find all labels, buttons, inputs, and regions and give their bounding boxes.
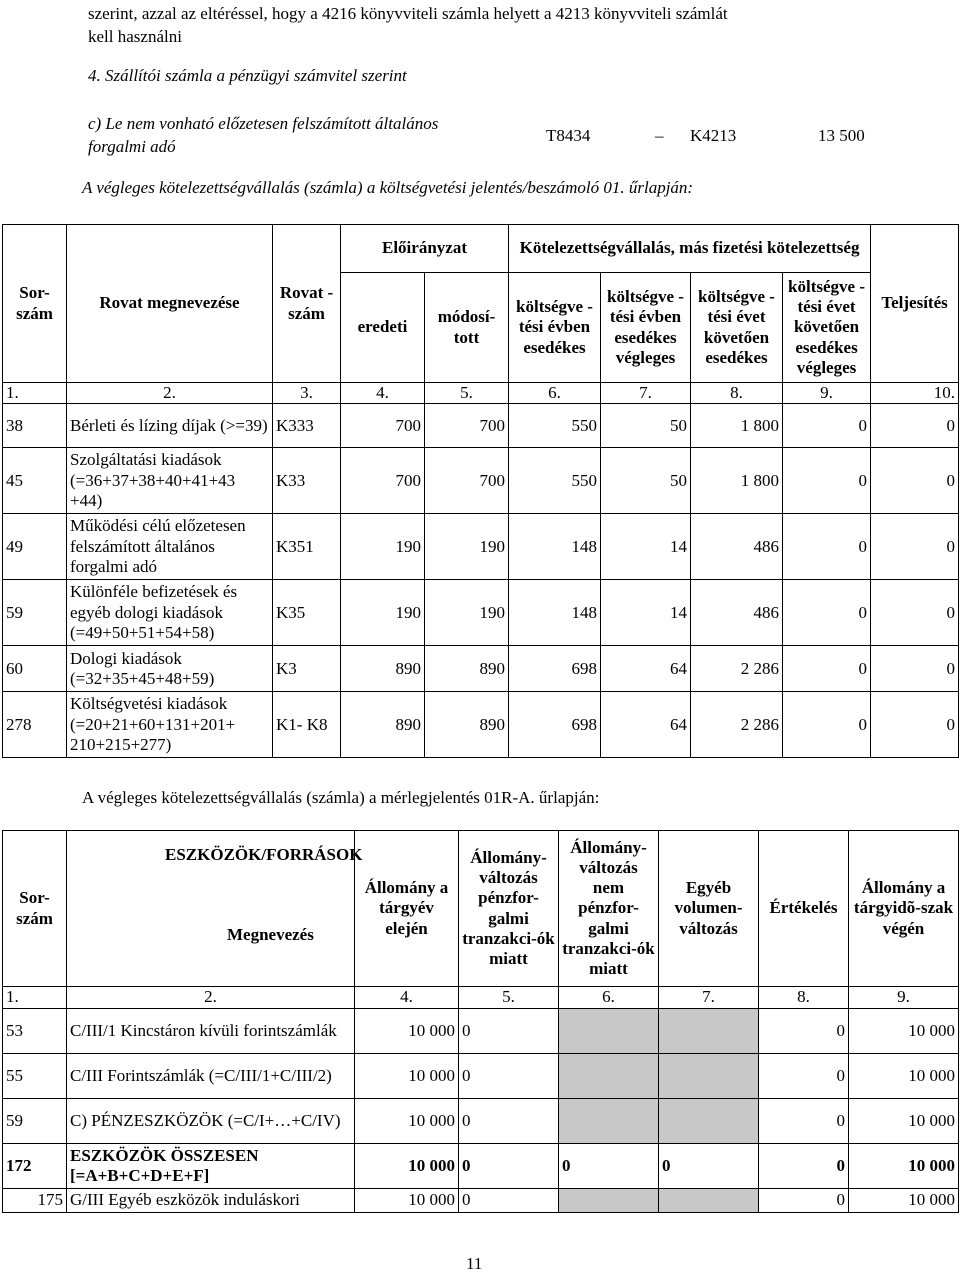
value-cell: 0: [871, 404, 959, 448]
row-name: Bérleti és lízing díjak (>=39): [67, 404, 273, 448]
value-cell: 890: [341, 692, 425, 758]
greyed-cell: [559, 1009, 659, 1054]
table-row: [3, 1189, 959, 1213]
row-name: Működési célú előzetesen felszámított általános forgalmi adó: [67, 514, 273, 580]
value-cell: 1 800: [691, 448, 783, 514]
row-rovat: K33: [273, 448, 341, 514]
colnum: 5.: [425, 383, 509, 404]
greyed-cell: [559, 1054, 659, 1099]
table-row: [3, 1054, 959, 1099]
colnum: 6.: [509, 383, 601, 404]
value-cell: 0: [459, 1054, 559, 1099]
header-k4: költségve -tési évet követően esedékes végleges: [783, 273, 871, 383]
greyed-cell: [659, 1009, 759, 1054]
row-number: 38: [3, 404, 67, 448]
value-cell: 190: [341, 514, 425, 580]
colnum: 2.: [67, 383, 273, 404]
header-k2: költségve -tési évben esedékes végleges: [601, 273, 691, 383]
intro-line-2: kell használni: [88, 27, 182, 46]
value-cell: 0: [871, 646, 959, 692]
row-number: 60: [3, 646, 67, 692]
value-cell: 0: [783, 580, 871, 646]
value-cell: 0: [659, 1144, 759, 1189]
value-cell: 14: [601, 514, 691, 580]
header-volumen: Egyéb volumen-változás: [659, 831, 759, 987]
colnum: 4.: [341, 383, 425, 404]
colnum: 9.: [849, 987, 959, 1009]
colnum: 1.: [3, 987, 67, 1009]
header-eszkozok-megnevezes: [67, 831, 363, 987]
header-modositott: módosí-tott: [425, 273, 509, 383]
value-cell: 148: [509, 580, 601, 646]
item-4-heading: 4. Szállítói számla a pénzügyi számvitel szerint: [88, 66, 407, 85]
value-cell: 0: [783, 692, 871, 758]
row-number: 53: [3, 1009, 67, 1054]
greyed-cell: [559, 1189, 659, 1213]
value-cell: 0: [459, 1099, 559, 1144]
column-number-row: [3, 383, 959, 404]
value-cell: 0: [871, 580, 959, 646]
value-cell: 10 000: [849, 1099, 959, 1144]
value-cell: 0: [783, 646, 871, 692]
form-r-caption: A végleges kötelezettségvállalás (számla) a mérlegjelentés 01R-A. űrlapján:: [82, 788, 600, 807]
colnum: 5.: [459, 987, 559, 1009]
header-allomany-vegen: Állomány a tárgyidõ-szak végén: [849, 831, 959, 987]
row-number: 59: [3, 1099, 67, 1144]
header-eloiranyzat: Előirányzat: [341, 225, 509, 273]
colnum: 9.: [783, 383, 871, 404]
header-eszkozok: ESZKÖZÖK/FORRÁSOK: [165, 845, 363, 864]
value-cell: 64: [601, 646, 691, 692]
value-cell: 14: [601, 580, 691, 646]
colnum: 8.: [691, 383, 783, 404]
row-rovat: K3: [273, 646, 341, 692]
value-cell: 0: [871, 448, 959, 514]
form-01-caption: A végleges kötelezettségvállalás (számla) a költségvetési jelentés/beszámoló 01. űrlapján:: [82, 178, 694, 197]
row-name: C/III Forintszámlák (=C/III/1+C/III/2): [67, 1054, 355, 1099]
value-cell: 1 800: [691, 404, 783, 448]
row-number: 59: [3, 580, 67, 646]
row-rovat: K1- K8: [273, 692, 341, 758]
header-megnevezes: Megnevezés: [227, 925, 314, 944]
row-name: Költségvetési kiadások (=20+21+60+131+201+ 210+215+277): [67, 692, 273, 758]
value-cell: 700: [341, 448, 425, 514]
intro-line-1: szerint, azzal az eltéréssel, hogy a 4216 könyvviteli számla helyett a 4213 könyvviteli számlát: [88, 4, 728, 23]
row-name: C/III/1 Kincstáron kívüli forintszámlák: [67, 1009, 355, 1054]
header-penzforgalmi: Állomány-változás pénzfor-galmi tranzakci-ók miatt: [459, 831, 559, 987]
value-cell: 0: [759, 1144, 849, 1189]
value-cell: 0: [783, 404, 871, 448]
header-ertekeles: Értékelés: [759, 831, 849, 987]
value-cell: 64: [601, 692, 691, 758]
value-cell: 890: [425, 692, 509, 758]
header-sorszam: Sor-szám: [3, 225, 67, 383]
greyed-cell: [659, 1054, 759, 1099]
row-name: ESZKÖZÖK ÖSSZESEN [=A+B+C+D+E+F]: [67, 1144, 355, 1189]
row-name: Dologi kiadások (=32+35+45+48+59): [67, 646, 273, 692]
table-row: [3, 448, 959, 514]
colnum: 10.: [871, 383, 959, 404]
header-nem-penzforgalmi: Állomány-változás nem pénzfor-galmi tranzakci-ók miatt: [559, 831, 659, 987]
value-cell: 700: [425, 448, 509, 514]
header-k1: költségve -tési évben esedékes: [509, 273, 601, 383]
value-cell: 700: [341, 404, 425, 448]
value-cell: 700: [425, 404, 509, 448]
value-cell: 2 286: [691, 692, 783, 758]
value-cell: 190: [425, 580, 509, 646]
value-cell: 10 000: [355, 1189, 459, 1213]
row-number: 175: [3, 1189, 67, 1213]
value-cell: 10 000: [849, 1189, 959, 1213]
form-01-table: [2, 224, 959, 758]
row-number: 55: [3, 1054, 67, 1099]
account-dash: –: [655, 126, 664, 145]
header-rovat-szam: Rovat -szám: [273, 225, 341, 383]
value-cell: 0: [759, 1009, 849, 1054]
row-name: Szolgáltatási kiadások (=36+37+38+40+41+43 +44): [67, 448, 273, 514]
value-cell: 0: [759, 1099, 849, 1144]
value-cell: 10 000: [849, 1144, 959, 1189]
header-eredeti: eredeti: [341, 273, 425, 383]
value-cell: 0: [459, 1144, 559, 1189]
colnum: 4.: [355, 987, 459, 1009]
k-account: K4213: [690, 126, 737, 145]
value-cell: 50: [601, 448, 691, 514]
row-name: G/III Egyéb eszközök induláskori: [67, 1189, 355, 1213]
value-cell: 190: [341, 580, 425, 646]
header-teljesites: Teljesítés: [871, 225, 959, 383]
value-cell: 10 000: [355, 1144, 459, 1189]
value-cell: 148: [509, 514, 601, 580]
row-rovat: K35: [273, 580, 341, 646]
value-cell: 10 000: [355, 1054, 459, 1099]
colnum: 1.: [3, 383, 67, 404]
value-cell: 10 000: [849, 1009, 959, 1054]
value-cell: 698: [509, 646, 601, 692]
colnum: 3.: [273, 383, 341, 404]
row-number: 45: [3, 448, 67, 514]
item-c-line-2: forgalmi adó: [88, 137, 176, 156]
table-row: [3, 646, 959, 692]
value-cell: 486: [691, 514, 783, 580]
value-cell: 10 000: [355, 1099, 459, 1144]
table-row: [3, 404, 959, 448]
header-kotelezettseg: Kötelezettségvállalás, más fizetési kötelezettség: [509, 225, 871, 273]
table-row: [3, 514, 959, 580]
value-cell: 0: [871, 692, 959, 758]
colnum: 7.: [659, 987, 759, 1009]
greyed-cell: [559, 1099, 659, 1144]
value-cell: 550: [509, 404, 601, 448]
value-cell: 190: [425, 514, 509, 580]
table-row: [3, 692, 959, 758]
row-rovat: K333: [273, 404, 341, 448]
row-number: 172: [3, 1144, 67, 1189]
colnum: 6.: [559, 987, 659, 1009]
header-k3: költségve -tési évet követően esedékes: [691, 273, 783, 383]
header-sorszam: Sor-szám: [3, 831, 67, 987]
greyed-cell: [659, 1189, 759, 1213]
value-cell: 0: [759, 1054, 849, 1099]
table-row-total: [3, 1144, 959, 1189]
value-cell: 0: [559, 1144, 659, 1189]
table-row: [3, 580, 959, 646]
value-cell: 890: [341, 646, 425, 692]
colnum: 2.: [67, 987, 355, 1009]
t-account: T8434: [546, 126, 591, 145]
header-allomany-elejen: Állomány a tárgyév elején: [355, 831, 459, 987]
table-row: [3, 1099, 959, 1144]
value-cell: 0: [783, 514, 871, 580]
header-rovat-megnevezese: Rovat megnevezése: [67, 225, 273, 383]
value-cell: 890: [425, 646, 509, 692]
row-rovat: K351: [273, 514, 341, 580]
value-cell: 550: [509, 448, 601, 514]
value-cell: 698: [509, 692, 601, 758]
posting-amount: 13 500: [818, 126, 865, 145]
column-number-row: [3, 987, 959, 1009]
item-c-line-1: c) Le nem vonható előzetesen felszámított általános: [88, 114, 439, 133]
row-name: Különféle befizetések és egyéb dologi kiadások (=49+50+51+54+58): [67, 580, 273, 646]
value-cell: 0: [871, 514, 959, 580]
value-cell: 10 000: [355, 1009, 459, 1054]
form-01r-table: [2, 830, 959, 1213]
value-cell: 50: [601, 404, 691, 448]
colnum: 8.: [759, 987, 849, 1009]
table-row: [3, 1009, 959, 1054]
value-cell: 0: [459, 1189, 559, 1213]
value-cell: 0: [759, 1189, 849, 1213]
colnum: 7.: [601, 383, 691, 404]
value-cell: 0: [459, 1009, 559, 1054]
page-number: 11: [466, 1254, 483, 1273]
row-number: 278: [3, 692, 67, 758]
value-cell: 0: [783, 448, 871, 514]
value-cell: 486: [691, 580, 783, 646]
value-cell: 10 000: [849, 1054, 959, 1099]
value-cell: 2 286: [691, 646, 783, 692]
row-name: C) PÉNZESZKÖZÖK (=C/I+…+C/IV): [67, 1099, 355, 1144]
row-number: 49: [3, 514, 67, 580]
greyed-cell: [659, 1099, 759, 1144]
